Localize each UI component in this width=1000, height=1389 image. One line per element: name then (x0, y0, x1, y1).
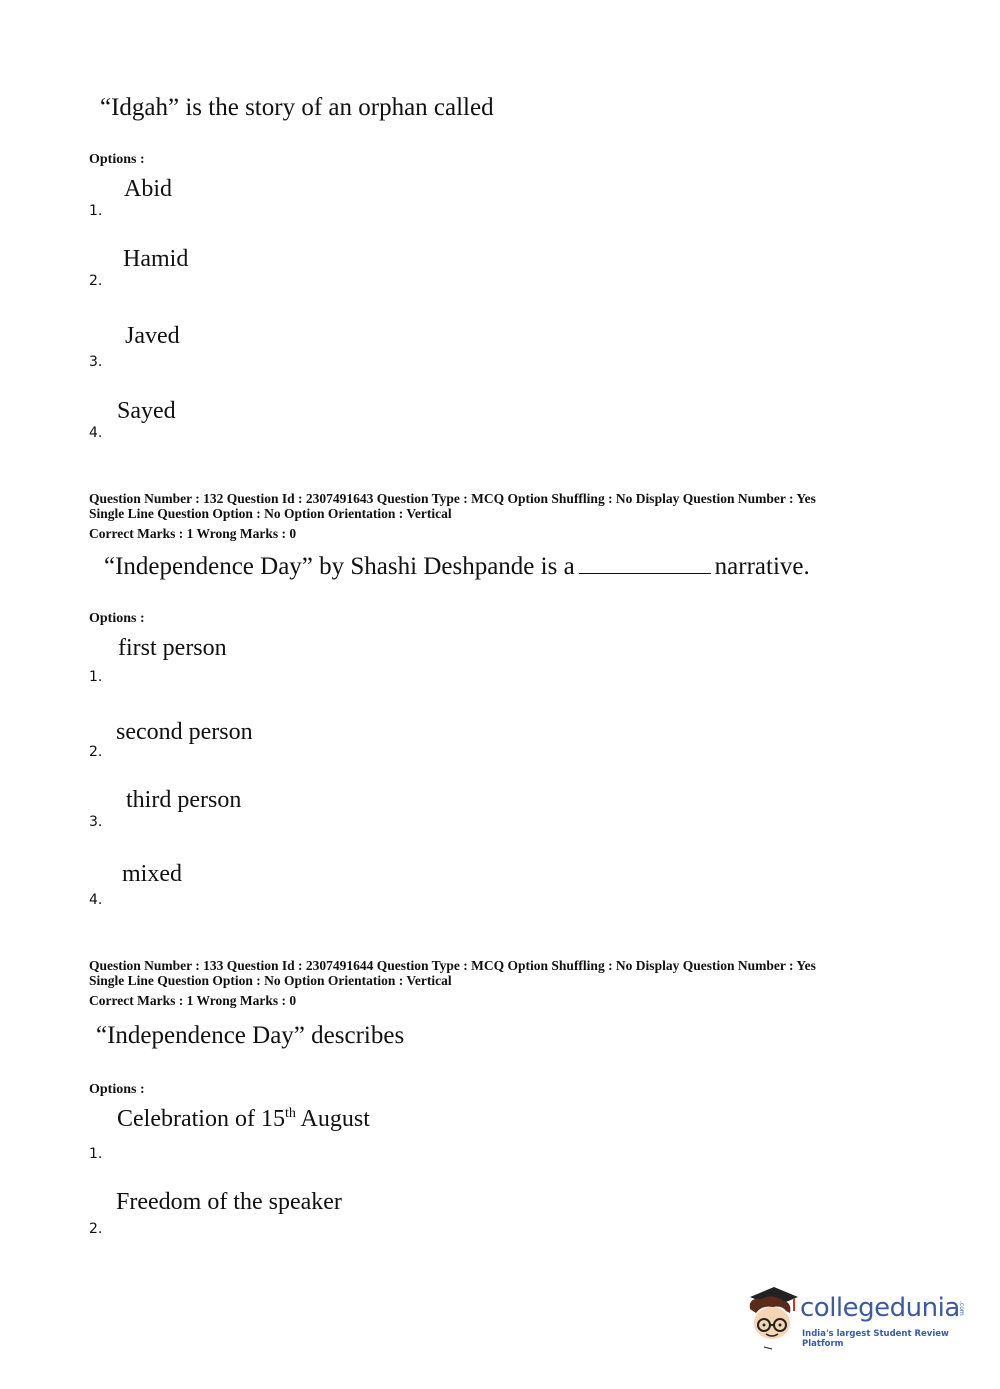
question-text-part: “Independence Day” by Shashi Deshpande is a (104, 553, 575, 580)
question-marks: Correct Marks : 1 Wrong Marks : 0 (89, 526, 297, 541)
question-meta (89, 958, 816, 1008)
options-label: Options : (89, 611, 145, 626)
option-number: 1. (89, 203, 103, 219)
option-text-part: August (295, 1106, 370, 1132)
question-meta-line: Question Number : 133 Question Id : 2307491644 Question Type : MCQ Option Shuffling : No Display Question Number : Yes (89, 958, 816, 973)
logo-tagline: India's largest Student Review Platform (802, 1329, 949, 1349)
question-text: “Idgah” is the story of an orphan called (100, 94, 494, 121)
question-text (104, 553, 810, 581)
question-meta-line: Single Line Question Option : No Option Orientation : Vertical (89, 973, 452, 988)
options-label: Options : (89, 152, 145, 167)
question-text: “Independence Day” describes (96, 1022, 405, 1049)
option-text: Freedom of the speaker (116, 1189, 342, 1215)
option-number: 1. (89, 1146, 103, 1162)
option-text: second person (116, 719, 253, 745)
option-text (117, 1106, 370, 1133)
option-text: mixed (122, 861, 182, 887)
option-number: 4. (89, 425, 103, 441)
superscript: th (284, 1106, 296, 1121)
option-text: Sayed (117, 398, 176, 424)
question-text-part: narrative. (714, 553, 810, 580)
question-meta (89, 491, 816, 541)
logo-domain-suffix: .com (958, 1301, 965, 1316)
option-text: Hamid (123, 246, 189, 272)
option-number: 2. (89, 1221, 103, 1237)
question-meta-line: Question Number : 132 Question Id : 2307491643 Question Type : MCQ Option Shuffling : No Display Question Number : Yes (89, 491, 816, 506)
option-text-part: Celebration of 15 (117, 1106, 285, 1132)
option-number: 4. (89, 892, 103, 908)
option-text: third person (126, 787, 242, 813)
option-number: 3. (89, 354, 103, 370)
question-marks: Correct Marks : 1 Wrong Marks : 0 (89, 993, 297, 1008)
option-text: first person (118, 635, 227, 661)
option-number: 2. (89, 744, 103, 760)
options-label: Options : (89, 1082, 145, 1097)
option-number: 1. (89, 669, 103, 685)
question-meta-line: Single Line Question Option : No Option Orientation : Vertical (89, 506, 452, 521)
student-mascot-icon (742, 1283, 802, 1353)
option-text: Javed (125, 323, 180, 349)
fill-in-blank (579, 572, 711, 574)
option-number: 3. (89, 814, 103, 830)
option-text: Abid (124, 176, 172, 202)
option-number: 2. (89, 273, 103, 289)
logo-wordmark: collegedunia (800, 1293, 960, 1323)
collegedunia-logo (742, 1283, 967, 1353)
